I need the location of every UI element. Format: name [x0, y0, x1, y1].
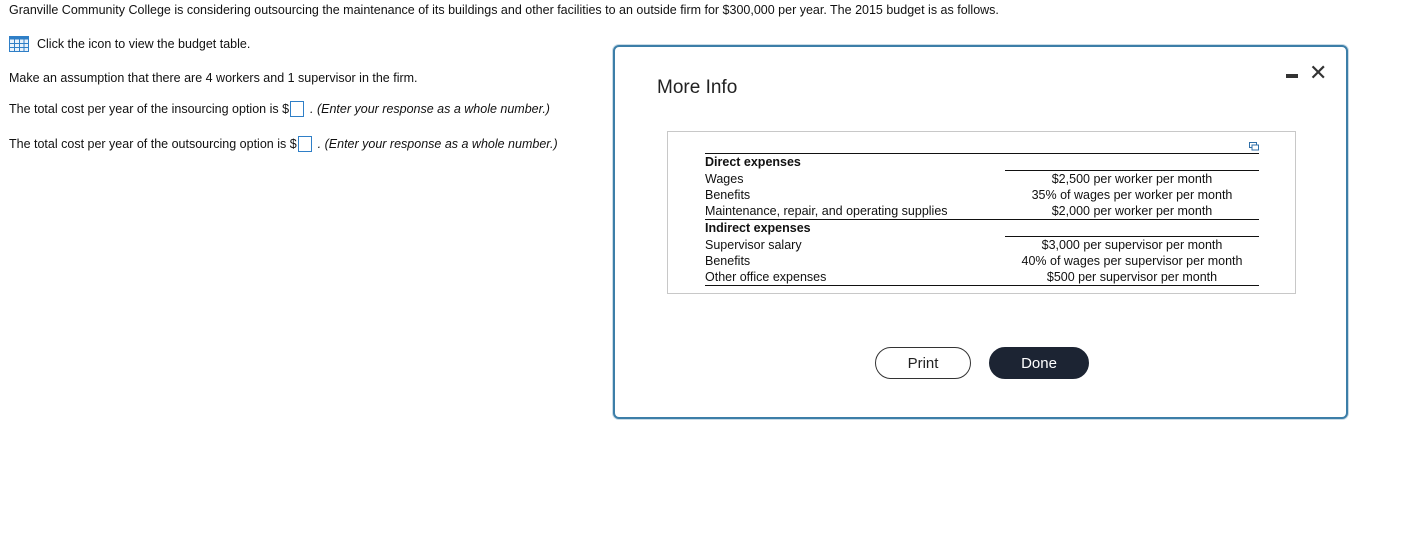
minimize-icon[interactable]	[1285, 68, 1299, 80]
assumption-text: Make an assumption that there are 4 workers and 1 supervisor in the firm.	[9, 71, 418, 85]
view-budget-table-link[interactable]	[9, 36, 250, 52]
row-label: Supervisor salary	[705, 237, 802, 252]
grid-table-icon[interactable]	[9, 36, 29, 52]
indirect-expenses-header-row	[705, 220, 1259, 237]
table-row	[705, 171, 1259, 188]
row-label: Maintenance, repair, and operating supplies	[705, 204, 948, 218]
table-link-label[interactable]: Click the icon to view the budget table.	[37, 37, 251, 51]
direct-expenses-header-row	[705, 154, 1259, 171]
indirect-expenses-header: Indirect expenses	[705, 220, 1005, 237]
table-row	[705, 187, 1259, 203]
row-value: $2,500 per worker per month	[1005, 171, 1259, 188]
row-value: $2,000 per worker per month	[1005, 203, 1259, 220]
row-value: 35% of wages per worker per month	[1031, 188, 1233, 202]
row-label: Other office expenses	[705, 269, 1005, 286]
table-row	[705, 237, 1259, 254]
direct-expenses-header: Direct expenses	[705, 154, 1005, 171]
row-label: Benefits	[705, 254, 751, 268]
insourcing-answer-input[interactable]	[290, 101, 304, 117]
row-label: Wages	[705, 171, 744, 186]
row-label: Benefits	[705, 188, 751, 202]
table-row	[705, 269, 1259, 286]
problem-intro: Granville Community College is considering outsourcing the maintenance of its buildings and other facilities to an outside firm for $300,000 per year. The 2015 budget is as follows.	[9, 3, 999, 17]
row-value: 40% of wages per supervisor per month	[1021, 254, 1243, 268]
budget-panel	[667, 131, 1296, 294]
expand-icon[interactable]	[1249, 140, 1259, 150]
more-info-dialog	[613, 45, 1348, 419]
table-row	[705, 253, 1259, 269]
outsourcing-prefix: The total cost per year of the outsourcing option is $	[9, 137, 297, 151]
row-value: $500 per supervisor per month	[1005, 269, 1259, 286]
outsourcing-question	[9, 136, 558, 152]
insourcing-hint: . (Enter your response as a whole number.)	[310, 102, 550, 116]
done-button[interactable]: Done	[989, 347, 1089, 379]
dialog-title: More Info	[657, 77, 738, 98]
row-value: $3,000 per supervisor per month	[1005, 237, 1259, 254]
insourcing-prefix: The total cost per year of the insourcing option is $	[9, 102, 290, 116]
insourcing-question	[9, 101, 550, 117]
outsourcing-answer-input[interactable]	[298, 136, 312, 152]
budget-table	[705, 153, 1259, 286]
print-button[interactable]: Print	[875, 347, 971, 379]
outsourcing-hint: . (Enter your response as a whole number.)	[317, 137, 558, 151]
table-row	[705, 203, 1259, 220]
close-icon[interactable]: ✕	[1309, 60, 1328, 85]
